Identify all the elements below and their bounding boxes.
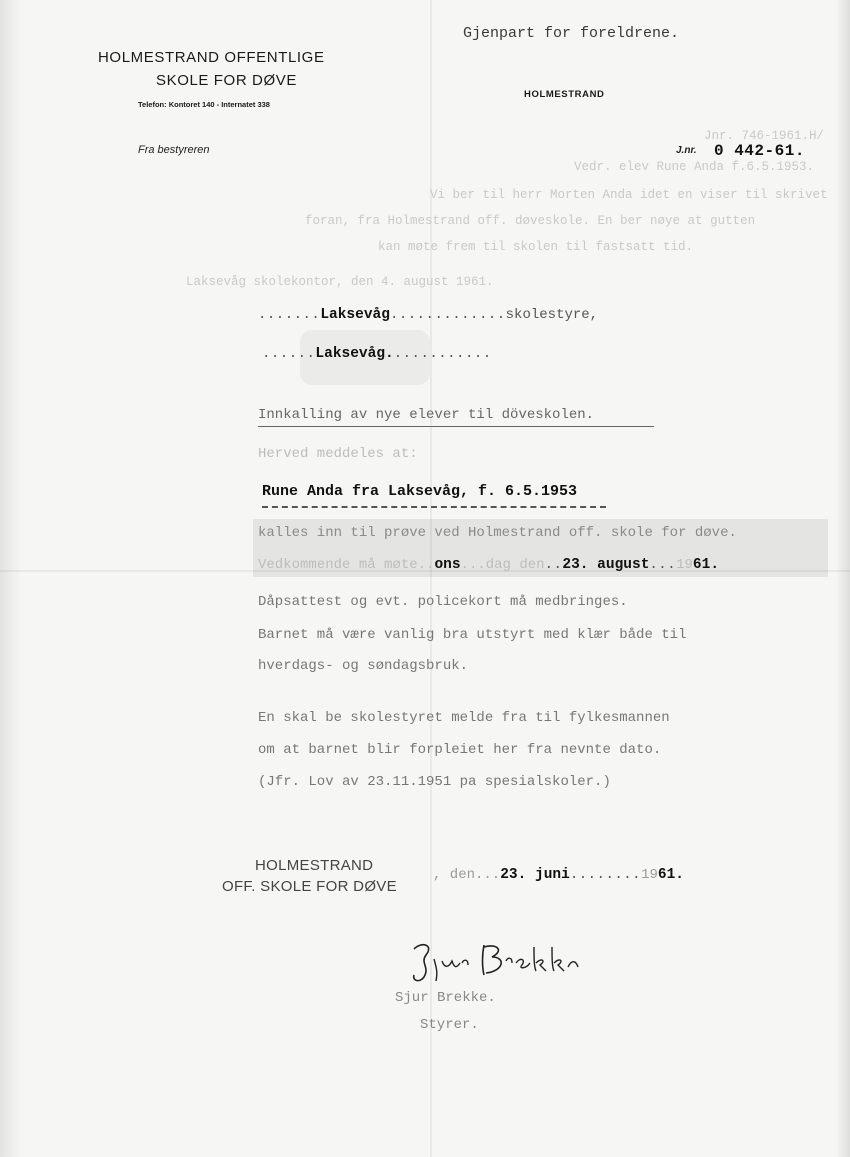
arrival-year-prefix: 19: [676, 557, 693, 573]
from-headmaster: Fra bestyreren: [138, 144, 210, 156]
para2-line: En skal be skolestyret melde fra til fylkesmannen: [258, 710, 670, 726]
para2-line: (Jfr. Lov av 23.11.1951 pa spesialskoler.): [258, 774, 611, 790]
journal-number-label: J.nr.: [676, 145, 697, 156]
ghost-text-line: Vedr. elev Rune Anda f.6.5.1953.: [574, 160, 815, 174]
ghost-text-line: Laksevåg skolekontor, den 4. august 1961.: [186, 275, 494, 289]
arrival-line: Vedkommende må møte..ons...dag den..23. august...1961.: [258, 557, 720, 573]
ghost-text-line: Vi ber til herr Morten Anda idet en viser til skrivet: [430, 188, 828, 202]
journal-number-value: 0 442-61.: [714, 142, 805, 160]
closing-date-line: [433, 865, 684, 883]
subject-underline: [258, 426, 654, 427]
handwritten-signature: [408, 937, 588, 987]
letter-intro: Herved meddeles at:: [258, 446, 418, 462]
arrival-date: 23. august: [562, 557, 650, 573]
ghost-text-line: Jnr. 746-1961.H/: [704, 129, 825, 143]
arrival-weekday: ons: [434, 557, 461, 573]
addressee-line1: .......Laksevåg.............skolestyre,: [258, 307, 599, 323]
letterhead-city: HOLMESTRAND: [524, 89, 605, 100]
closing-date-dots: ........: [569, 867, 642, 883]
arrival-mid: ...dag den: [460, 557, 545, 573]
addressee-place: Laksevåg.: [315, 346, 394, 362]
closing-year: 61.: [657, 867, 684, 883]
para1-line: Barnet må være vanlig bra utstyrt med klær både til: [258, 627, 687, 643]
signer-title: Styrer.: [420, 1017, 479, 1033]
copy-note: Gjenpart for foreldrene.: [463, 25, 680, 42]
school-stamp-line2: OFF. SKOLE FOR DØVE: [222, 878, 397, 895]
summoned-line: kalles inn til prøve ved Holmestrand off. skole for døve.: [258, 525, 737, 541]
closing-date-prefix: , den...: [433, 867, 501, 883]
arrival-prefix: Vedkommende må møte..: [258, 557, 435, 573]
signer-name: Sjur Brekke.: [395, 990, 496, 1006]
addressee-suffix: skolestyre,: [505, 307, 599, 323]
ghost-text-line: foran, fra Holmestrand off. døveskole. En ber nøye at gutten: [305, 214, 756, 228]
para1-line: Dåpsattest og evt. policekort må medbringes.: [258, 594, 628, 610]
para2-line: om at barnet blir forpleiet her fra nevnte dato.: [258, 742, 662, 758]
closing-date: 23. juni: [500, 867, 570, 883]
page-shadow-left: [0, 0, 22, 1157]
school-name-line2: SKOLE FOR DØVE: [156, 72, 297, 89]
student-line: Rune Anda fra Laksevåg, f. 6.5.1953: [262, 483, 578, 500]
arrival-year: 61.: [692, 557, 720, 573]
addressee-line2: ......Laksevåg............: [262, 346, 492, 362]
ghost-text-line: kan møte frem til skolen til fastsatt tid.: [378, 240, 694, 254]
closing-year-prefix: 19: [641, 867, 658, 883]
letter-subject: Innkalling av nye elever til döveskolen.: [258, 407, 595, 423]
para1-line: hverdags- og søndagsbruk.: [258, 658, 469, 674]
page-shadow-right: [836, 0, 850, 1157]
school-name-line1: HOLMESTRAND OFFENTLIGE: [98, 49, 325, 66]
student-underline: [262, 506, 606, 508]
addressee-name: Laksevåg: [320, 307, 390, 323]
school-stamp-line1: HOLMESTRAND: [255, 857, 374, 874]
school-phone: Telefon: Kontoret 140 - Internatet 338: [138, 100, 270, 109]
